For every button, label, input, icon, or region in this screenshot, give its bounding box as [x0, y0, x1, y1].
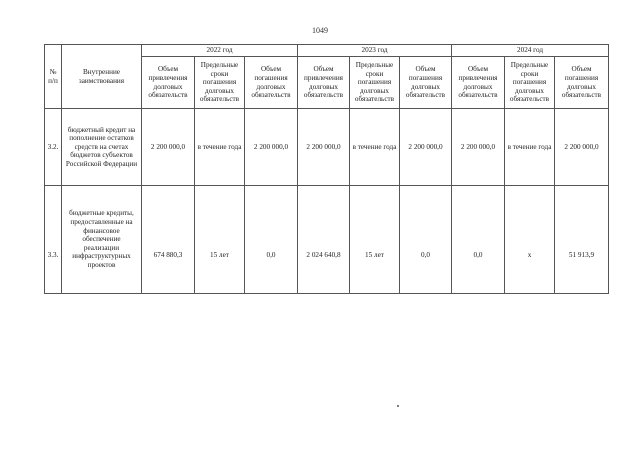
- cell-2023-raised: 2 024 640,8: [298, 186, 350, 294]
- cell-2024-term: х: [505, 186, 555, 294]
- header-volume-repaid: Объем погашения долговых обязательств: [400, 57, 452, 109]
- cell-2022-repaid: 0,0: [245, 186, 298, 294]
- page-number: 1049: [312, 26, 328, 35]
- row-name: бюджетный кредит на пополнение остатков средств на счетах бюджетов субъектов Российской Федерации: [62, 109, 142, 186]
- header-volume-raised: Объем привлечения долговых обязательств: [452, 57, 505, 109]
- row-name: бюджетные кредиты, предоставленные на финансовое обеспечение реализации инфраструктурных проектов: [62, 186, 142, 294]
- cell-2022-raised: 2 200 000,0: [142, 109, 195, 186]
- cell-2024-raised: 2 200 000,0: [452, 109, 505, 186]
- cell-2023-raised: 2 200 000,0: [298, 109, 350, 186]
- cell-2022-term: в течение года: [195, 109, 245, 186]
- row-number: 3.2.: [45, 109, 62, 186]
- cell-2022-raised: 674 880,3: [142, 186, 195, 294]
- header-year-2023: 2023 год: [298, 45, 452, 57]
- cell-2023-repaid: 2 200 000,0: [400, 109, 452, 186]
- cell-2024-raised: 0,0: [452, 186, 505, 294]
- header-repayment-term: Предельные сроки погашения долговых обязательств: [505, 57, 555, 109]
- header-volume-raised: Объем привлечения долговых обязательств: [142, 57, 195, 109]
- header-year-2022: 2022 год: [142, 45, 298, 57]
- cell-2023-term: 15 лет: [350, 186, 400, 294]
- header-row-number: № п/п: [45, 45, 62, 109]
- cell-2022-term: 15 лет: [195, 186, 245, 294]
- cell-2023-repaid: 0,0: [400, 186, 452, 294]
- header-repayment-term: Предельные сроки погашения долговых обязательств: [195, 57, 245, 109]
- cell-2024-repaid: 51 913,9: [555, 186, 609, 294]
- row-number: 3.3.: [45, 186, 62, 294]
- table-row: [45, 186, 609, 294]
- scan-speck: [397, 405, 399, 407]
- cell-2022-repaid: 2 200 000,0: [245, 109, 298, 186]
- cell-2023-term: в течение года: [350, 109, 400, 186]
- header-volume-repaid: Объем погашения долговых обязательств: [245, 57, 298, 109]
- table-row: [45, 109, 609, 186]
- cell-2024-term: в течение года: [505, 109, 555, 186]
- cell-2024-repaid: 2 200 000,0: [555, 109, 609, 186]
- header-borrowing-name: Внутренние заимствования: [62, 45, 142, 109]
- header-volume-raised: Объем привлечения долговых обязательств: [298, 57, 350, 109]
- header-repayment-term: Предельные сроки погашения долговых обязательств: [350, 57, 400, 109]
- header-year-2024: 2024 год: [452, 45, 609, 57]
- borrowing-table: [44, 44, 609, 294]
- header-volume-repaid: Объем погашения долговых обязательств: [555, 57, 609, 109]
